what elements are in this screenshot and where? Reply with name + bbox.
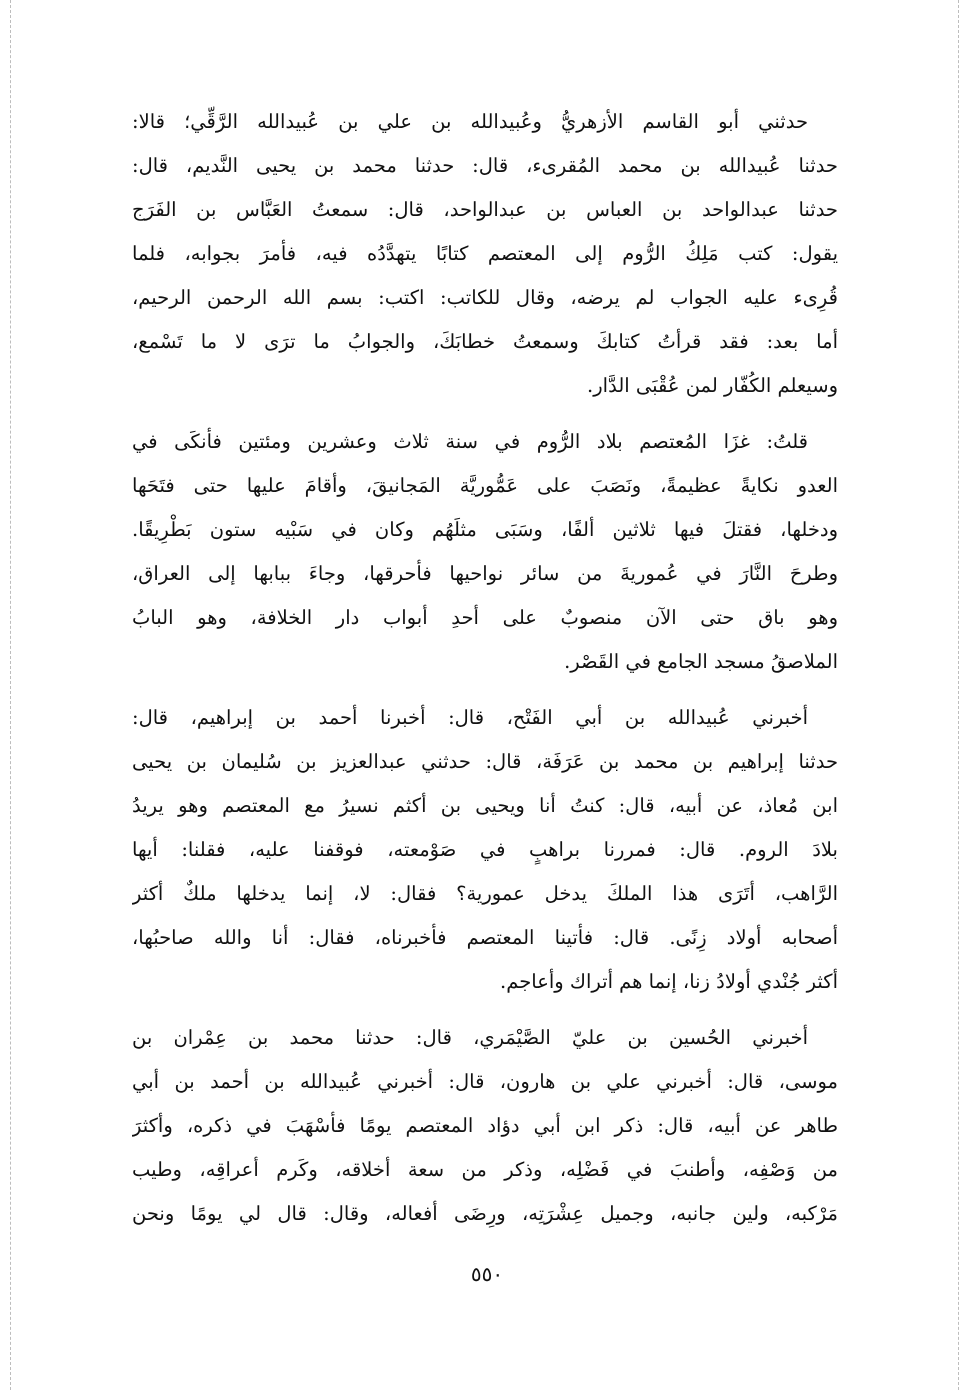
text-line: أخبرني الحُسين بن عليّ الصَّيْمَري، قال: حدثنا محمد بن عِمْران بن [132, 1026, 808, 1049]
text-line: حدثنا عُبيدالله بن محمد المُقرىء، قال: حدثنا محمد بن يحيى النَّديم، قال: [132, 154, 838, 177]
text-line: قُرِىء عليه الجواب لم يرضه، وقال للكاتب: اكتب: بسم الله الرحمن الرحيم، [132, 286, 838, 309]
text-line: حدثنا عبدالواحد بن العباس بن عبدالواحد، قال: سمعتُ العَبَّاس بن الفَرَج [132, 198, 838, 221]
text-line: وسيعلم الكُفّار لمن عُقْبَى الدَّار. [587, 374, 838, 397]
paragraph [132, 420, 838, 684]
text-line: حدثنا إبراهيم بن محمد بن عَرَفَة، قال: حدثني عبدالعزيز بن سُليمان بن يحيى [132, 750, 838, 773]
text-line: طاهر عن أبيه، قال: ذكر ابن أبي دؤاد المعتصم يومًا فأسْهَبَ في ذكره، وأكثرَ [132, 1114, 838, 1137]
text-line: يقول: كتب مَلِكُ الرُّوم إلى المعتصم كتابًا يتهدَّدُه فيه، فأمرَ بجوابه، فلما [132, 242, 838, 265]
text-line: قلتُ: غزَا المُعتصم بلاد الرُّوم في سنة ثلاث وعشرين ومئتين فأنكَى في [132, 430, 808, 453]
text-line: ابن مُعاذ، عن أبيه، قال: كنتُ أنا ويحيى بن أكثم نسيرُ مع المعتصم وهو يريدُ [132, 794, 838, 817]
text-line: حدثني أبو القاسم الأزهريُّ وعُبيدالله بن علي بن عُبيدالله الرَّقِّي؛ قالا: [132, 110, 808, 133]
paragraph [132, 100, 838, 408]
text-line: ودخلها، فقتلَ فيها ثلاثين ألفًا، وسَبَى مثلَهُم وكان في سَبْيه ستون بَطْرِيقًا. [132, 518, 838, 541]
text-line: الرَّاهب، أتَرَى هذا الملكَ يدخل عمورية؟ فقال: لا، إنما يدخلها ملكٌ أكثر [132, 882, 838, 905]
text-line: مَرْكبه، ولين جانبه، وجميل عِشْرَتِه، ورِضَى أفعاله، وقال: قال لي يومًا ونحن [132, 1202, 838, 1225]
text-line: أما بعد: فقد قرأتُ كتابكَ وسمعتُ خطابَكَ، والجوابُ ما ترَى لا ما تَسْمع، [132, 330, 838, 353]
body-text [132, 100, 838, 1248]
text-line: موسى، قال: أخبرني علي بن هارون، قال: أخبرني عُبيدالله بن أحمد بن أبي [132, 1070, 838, 1093]
text-line: من وَصْفِه، وأطنبَ في فَضْلِه، وذكر من سعة أخلاقه، وكَرم أعراقِه، وطيب [132, 1158, 838, 1181]
text-line: أصحابه أولاد زِنًى. قال: فأتينا المعتصم فأخبرناه، فقال: أنا والله صاحبُها، [132, 926, 838, 949]
text-line: وطرحَ النَّارَ في عُموريةَ من سائر نواحيها فأحرقها، وجاءَ ببابها إلى العراق، [132, 562, 838, 585]
scan-edge-left [10, 0, 11, 1390]
paragraph [132, 1016, 838, 1236]
text-line: بلادَ الروم. قال: فمررنا براهبٍ في صَوْمعته، فوقفنا عليه، فقلنا: أيها [132, 838, 838, 861]
scan-edge-right [958, 0, 959, 1390]
paragraph [132, 696, 838, 1004]
text-line: العدو نكايةً عظيمةً، ونَصَبَ على عَمُّوريَّة المَجانيقَ، وأقامَ عليها حتى فتَحَها [132, 474, 838, 497]
text-line: أخبرني عُبيدالله بن أبي الفَتْح، قال: أخبرنا أحمد بن إبراهيم، قال: [132, 706, 808, 729]
page-number: ٥٥٠ [470, 1262, 504, 1286]
text-line: أكثر جُنْدي أولادُ زنا، إنما هم أتراك وأعاجم. [500, 970, 838, 993]
text-line: الملاصقُ مسجد الجامع في القَصْر. [564, 650, 838, 673]
text-line: وهو باق حتى الآن منصوبٌ على أحدِ أبواب دار الخلافة، وهو البابُ [132, 606, 838, 629]
